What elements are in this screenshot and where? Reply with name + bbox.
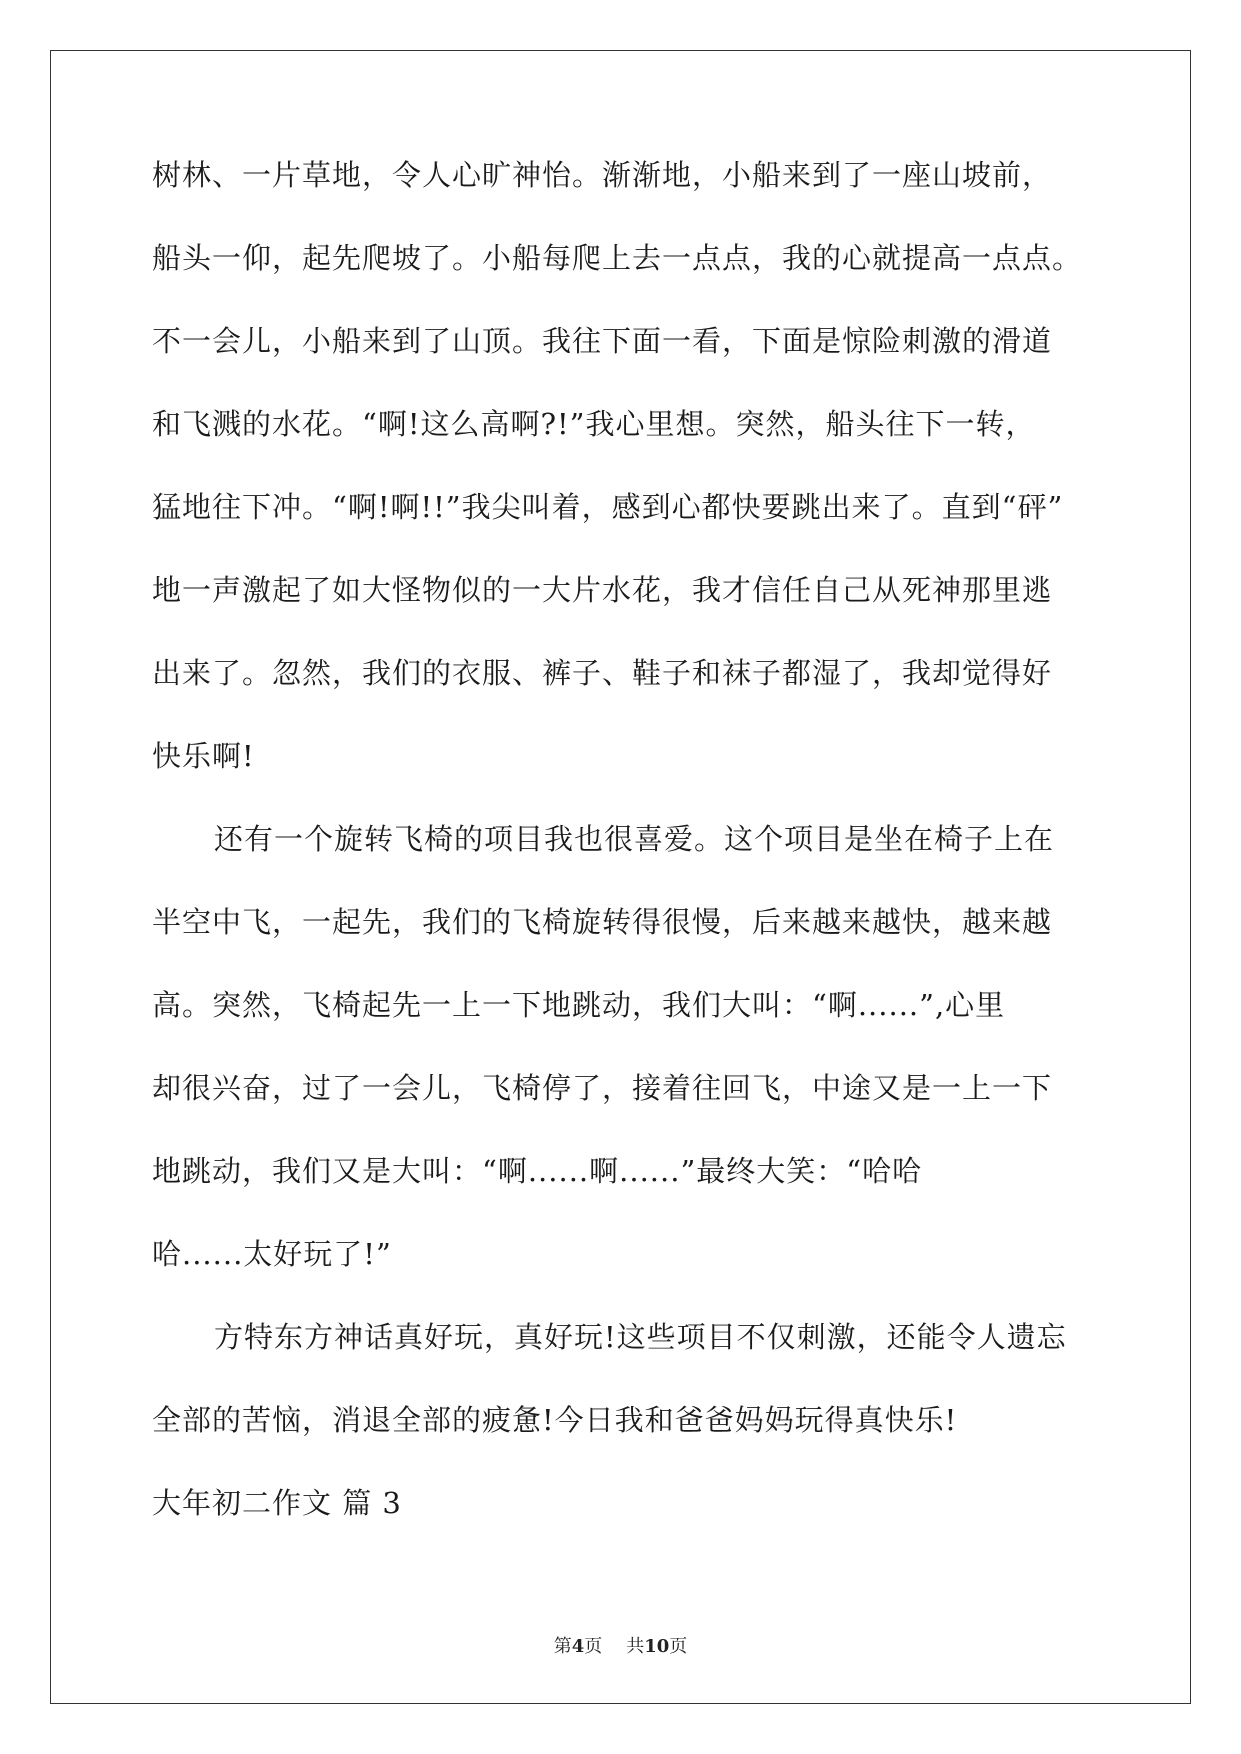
- paragraph-start-line: 方特东方神话真好玩，真好玩!这些项目不仅刺激，还能令人遗忘: [214, 1320, 1067, 1354]
- text-line: 半空中飞，一起先，我们的飞椅旋转得很慢，后来越来越快，越来越: [152, 905, 1053, 939]
- text-line: 出来了。忽然，我们的衣服、裤子、鞋子和袜子都湿了，我却觉得好: [152, 656, 1053, 690]
- text-line: 船头一仰，起先爬坡了。小船每爬上去一点点，我的心就提高一点点。: [152, 241, 1083, 275]
- paragraph-start-line: 还有一个旋转飞椅的项目我也很喜爱。这个项目是坐在椅子上在: [214, 822, 1055, 856]
- current-page-number: 4: [571, 1636, 585, 1657]
- text-line: 不一会儿，小船来到了山顶。我往下面一看，下面是惊险刺激的滑道: [152, 324, 1053, 358]
- text-line: 地跳动，我们又是大叫：“啊......啊......”最终大笑：“哈哈: [152, 1154, 923, 1188]
- text-line: 猛地往下冲。“啊!啊!!”我尖叫着，感到心都快要跳出来了。直到“砰”: [152, 490, 1064, 524]
- footer-total-prefix: 共: [626, 1636, 645, 1657]
- footer-page-word: 页: [584, 1636, 603, 1657]
- text-line: 全部的苦恼，消退全部的疲惫!今日我和爸爸妈妈玩得真快乐!: [152, 1403, 958, 1437]
- text-line: 高。突然，飞椅起先一上一下地跳动，我们大叫：“啊......”,心里: [152, 988, 1006, 1022]
- footer-prefix: 第: [553, 1636, 572, 1657]
- page-footer: [0, 1636, 1241, 1658]
- section-heading: 大年初二作文 篇 3: [152, 1486, 402, 1520]
- text-line: 哈......太好玩了!”: [152, 1237, 392, 1271]
- text-line: 和飞溅的水花。“啊!这么高啊?!”我心里想。突然，船头往下一转，: [152, 407, 1036, 441]
- text-line: 地一声激起了如大怪物似的一大片水花，我才信任自己从死神那里逃: [152, 573, 1053, 607]
- text-line: 快乐啊!: [152, 739, 255, 773]
- text-line: 却很兴奋，过了一会儿，飞椅停了，接着往回飞，中途又是一上一下: [152, 1071, 1053, 1105]
- document-body: [152, 160, 1092, 1571]
- footer-total-suffix: 页: [669, 1636, 688, 1657]
- total-page-number: 10: [644, 1636, 670, 1657]
- text-line: 树林、一片草地，令人心旷神怡。渐渐地，小船来到了一座山坡前，: [152, 158, 1053, 192]
